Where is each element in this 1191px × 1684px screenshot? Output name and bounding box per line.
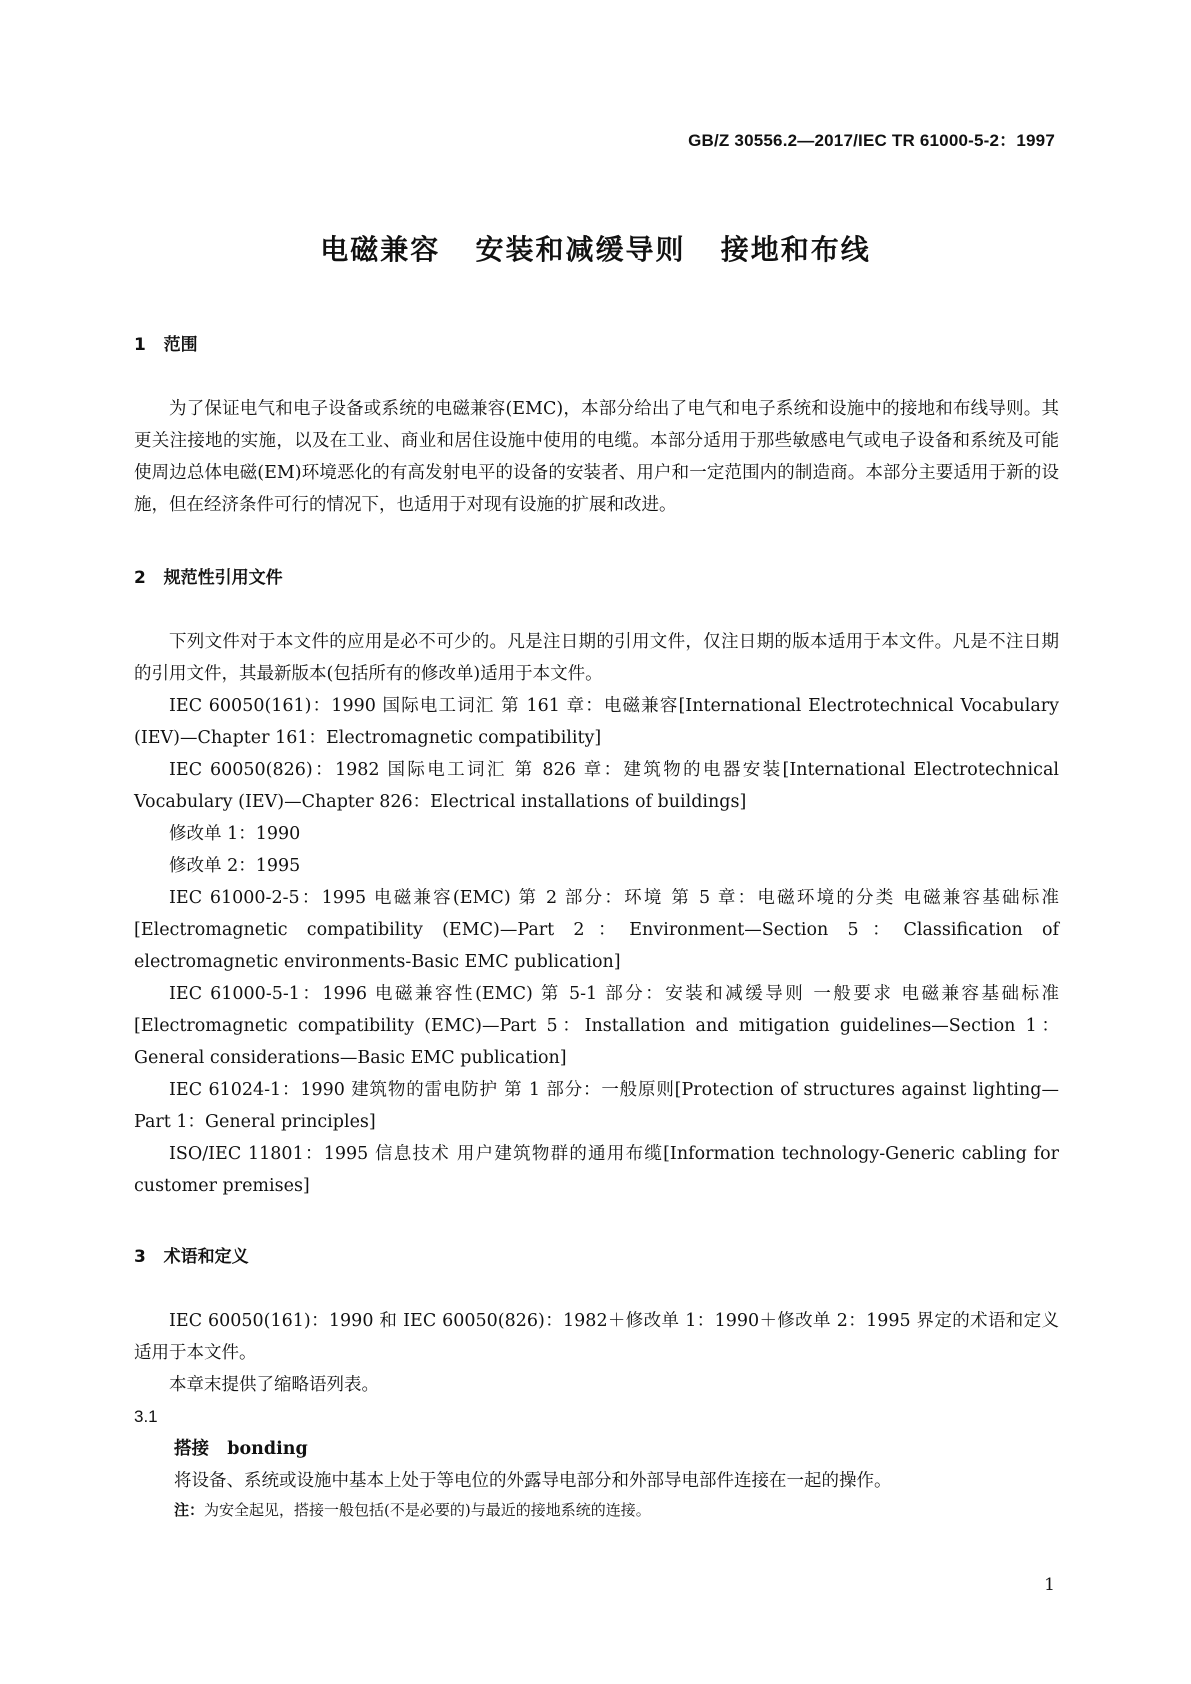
page-number: 1 <box>1044 1575 1055 1595</box>
reference-item: 修改单 1：1990 <box>169 824 301 844</box>
document-body <box>134 330 1059 1523</box>
term-note <box>174 1497 1059 1523</box>
term-number: 3.1 <box>134 1407 158 1426</box>
reference-item: IEC 61024-1：1990 建筑物的雷电防护 第 1 部分：一般原则[Protection of structures against lighting—Part 1：General principles] <box>134 1080 1059 1132</box>
reference-item: IEC 61000-2-5：1995 电磁兼容(EMC) 第 2 部分：环境 第 5 章：电磁环境的分类 电磁兼容基础标准[Electromagnetic compatibility (EMC)—Part 2：Environment—Section 5：Classification of electromagnetic environments-Basic EMC publication] <box>134 888 1059 972</box>
reference-item: ISO/IEC 11801：1995 信息技术 用户建筑物群的通用布缆[Information technology-Generic cabling for customer premises] <box>134 1144 1059 1196</box>
term-name: 搭接 bonding <box>174 1439 308 1459</box>
note-label: 注： <box>174 1501 205 1519</box>
reference-item: 修改单 2：1995 <box>169 856 301 876</box>
reference-item: IEC 60050(826)：1982 国际电工词汇 第 826 章：建筑物的电器安装[International Electrotechnical Vocabulary (IEV)—Chapter 826：Electrical installations of buildings] <box>134 760 1059 812</box>
section-heading-normative-references: 2 规范性引用文件 <box>134 568 283 588</box>
term-definition: 将设备、系统或设施中基本上处于等电位的外露导电部分和外部导电部件连接在一起的操作。 <box>174 1471 892 1491</box>
terms-paragraph: IEC 60050(161)：1990 和 IEC 60050(826)：1982＋修改单 1：1990＋修改单 2：1995 界定的术语和定义适用于本文件。 <box>134 1311 1059 1363</box>
reference-item: IEC 60050(161)：1990 国际电工词汇 第 161 章：电磁兼容[International Electrotechnical Vocabulary (IEV)—Chapter 161：Electromagnetic compatibility] <box>134 696 1059 748</box>
document-title: 电磁兼容 安装和减缓导则 接地和布线 <box>320 233 871 266</box>
scope-paragraph: 为了保证电气和电子设备或系统的电磁兼容(EMC)，本部分给出了电气和电子系统和设施中的接地和布线导则。其更关注接地的实施，以及在工业、商业和居住设施中使用的电缆。本部分适用于那些敏感电气或电子设备和系统及可能使周边总体电磁(EM)环境恶化的有高发射电平的设备的安装者、用户和一定范围内的制造商。本部分主要适用于新的设施，但在经济条件可行的情况下，也适用于对现有设施的扩展和改进。 <box>134 399 1059 515</box>
reference-item: IEC 61000-5-1：1996 电磁兼容性(EMC) 第 5-1 部分：安装和减缓导则 一般要求 电磁兼容基础标准[Electromagnetic compatibility (EMC)—Part 5：Installation and mitigation guidelines—Section 1：General considerations—Basic EMC publication] <box>134 984 1059 1068</box>
references-intro: 下列文件对于本文件的应用是必不可少的。凡是注日期的引用文件，仅注日期的版本适用于本文件。凡是不注日期的引用文件，其最新版本(包括所有的修改单)适用于本文件。 <box>134 632 1059 684</box>
note-text: 为安全起见，搭接一般包括(不是必要的)与最近的接地系统的连接。 <box>204 1501 651 1519</box>
abbreviations-note: 本章末提供了缩略语列表。 <box>169 1375 379 1395</box>
section-heading-scope: 1 范围 <box>134 335 198 355</box>
reference-list <box>134 626 1059 1202</box>
section-heading-terms-definitions: 3 术语和定义 <box>134 1247 249 1267</box>
document-code-header: GB/Z 30556.2—2017/IEC TR 61000-5-2：1997 <box>688 131 1055 150</box>
